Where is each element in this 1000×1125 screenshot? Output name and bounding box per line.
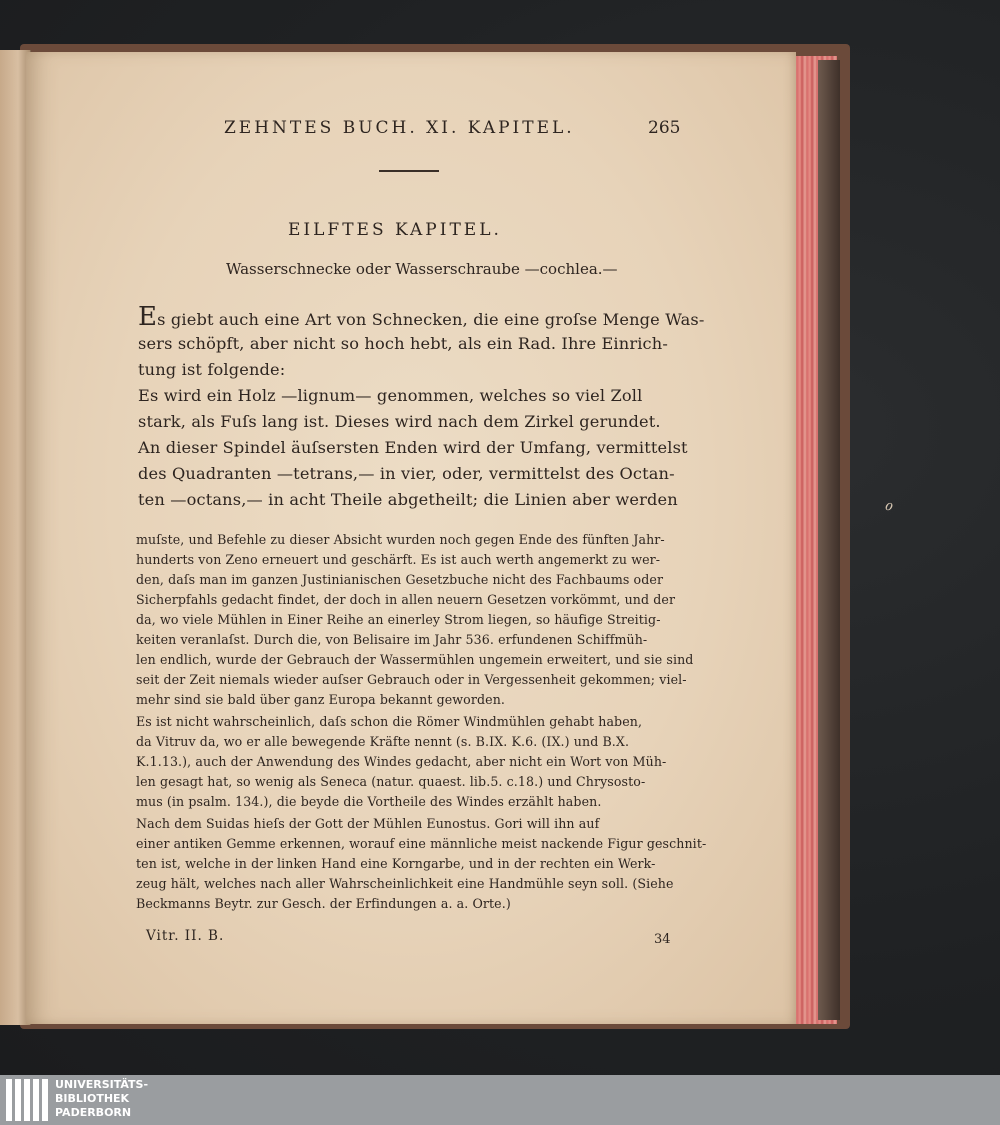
logo-bar [42,1079,48,1121]
footnote-line: mus (in psalm. 134.), die beyde die Vortheile des Windes erzählt haben. [136,794,602,809]
drop-cap: E [138,302,158,332]
margin-ink-mark: ℴ [884,494,893,515]
main-text-line: sers schöpft, aber nicht so hoch hebt, als ein Rad. Ihre Einrich- [138,334,668,353]
library-name [55,1078,148,1120]
chapter-title: EILFTES KAPITEL. [288,220,502,240]
running-head: ZEHNTES BUCH. XI. KAPITEL. [224,118,575,138]
footnote-line: seit der Zeit niemals wieder auſser Gebrauch oder in Vergessenheit gekommen; viel- [136,672,687,687]
footnote-line: den, daſs man im ganzen Justinianischen Gesetzbuche nicht des Fachbaums oder [136,572,664,587]
library-logo-icon [6,1079,50,1121]
logo-bar [15,1079,21,1121]
main-text-line: des Quadranten —tetrans,— in vier, oder, vermittelst des Octan- [138,464,675,483]
sheet-number: 34 [654,932,671,947]
logo-bar [24,1079,30,1121]
logo-bar [33,1079,39,1121]
library-name-line: BIBLIOTHEK [55,1092,130,1105]
footnote-line: Beckmanns Beytr. zur Gesch. der Erfindungen a. a. Orte.) [136,896,511,911]
footnote-line: hunderts von Zeno erneuert und geschärft. Es ist auch werth angemerkt zu wer- [136,552,661,567]
main-text-line: tung ist folgende: [138,360,286,379]
footnote-line: Es ist nicht wahrscheinlich, daſs schon die Römer Windmühlen gehabt haben, [136,714,643,729]
library-name-line: PADERBORN [55,1106,132,1119]
footnote-line: Nach dem Suidas hieſs der Gott der Mühlen Eunostus. Gori will ihn auf [136,816,600,831]
footnote-line: einer antiken Gemme erkennen, worauf eine männliche meist nackende Figur geschnit- [136,836,707,851]
footnote-line: da, wo viele Mühlen in Einer Reihe an einerley Strom liegen, so häufige Streitig- [136,612,661,627]
cover-edge [818,60,840,1020]
main-text-line: An dieser Spindel äuſsersten Enden wird der Umfang, vermittelst [138,438,688,457]
footnote-line: zeug hält, welches nach aller Wahrscheinlichkeit eine Handmühle seyn soll. (Siehe [136,876,674,891]
library-footer [0,1075,1000,1125]
footnote-line: muſste, und Befehle zu dieser Absicht wurden noch gegen Ende des fünften Jahr- [136,532,665,547]
main-text-line: ten —octans,— in acht Theile abgetheilt; die Linien aber werden [138,490,678,509]
signature-mark: Vitr. II. B. [146,928,225,944]
page-number: 265 [648,118,681,138]
footnote-line: Sicherpfahls gedacht findet, der doch in allen neuern Gesetzen vorkömmt, und der [136,592,676,607]
footnote-line: K.1.13.), auch der Anwendung des Windes gedacht, aber nicht ein Wort von Müh- [136,754,667,769]
main-text-line: Es wird ein Holz —lignum— genommen, welches so viel Zoll [138,386,643,405]
footnote-line: mehr sind sie bald über ganz Europa bekannt geworden. [136,692,506,707]
footnote-line: len gesagt hat, so wenig als Seneca (natur. quaest. lib.5. c.18.) und Chrysosto- [136,774,646,789]
main-text-line: stark, als Fuſs lang ist. Dieses wird nach dem Zirkel gerundet. [138,412,661,431]
logo-bar [6,1079,12,1121]
main-line-text: s giebt auch eine Art von Schnecken, die eine groſse Menge Was- [157,310,705,329]
library-name-line: UNIVERSITÄTS- [55,1078,149,1091]
header-rule [379,170,439,172]
footnote-line: ten ist, welche in der linken Hand eine Korngarbe, und in der rechten ein Werk- [136,856,656,871]
footnote-line: da Vitruv da, wo er alle bewegende Kräfte nennt (s. B.IX. K.6. (IX.) und B.X. [136,734,630,749]
book-page [26,52,796,1024]
footnote-line: keiten veranlaſst. Durch die, von Belisaire im Jahr 536. erfundenen Schiffmüh- [136,632,648,647]
footnote-line: len endlich, wurde der Gebrauch der Wassermühlen ungemein erweitert, und sie sind [136,652,694,667]
main-text-line [138,304,704,330]
chapter-subtitle: Wasserschnecke oder Wasserschraube —cochlea.— [226,260,618,278]
